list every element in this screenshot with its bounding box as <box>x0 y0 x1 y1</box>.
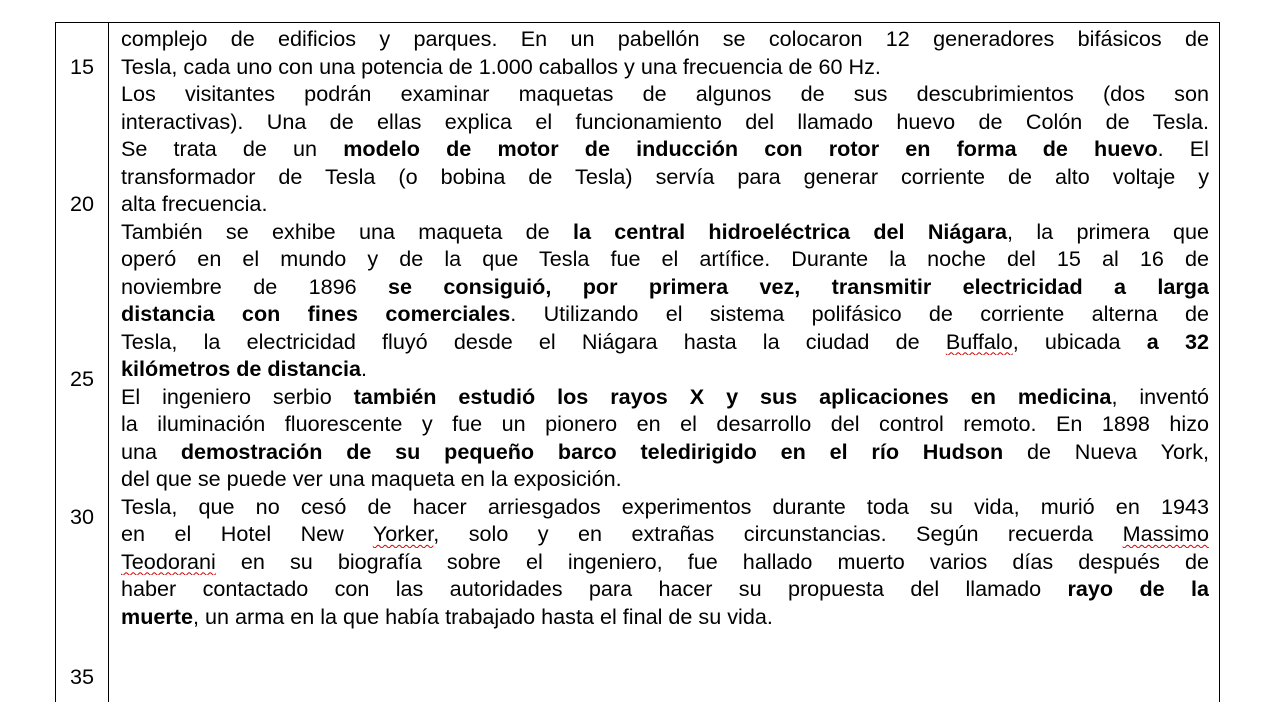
text-line <box>121 548 1209 576</box>
text-line <box>121 135 1209 163</box>
text-run: una <box>121 438 181 464</box>
text-line <box>121 80 1209 108</box>
text-run: Los visitantes podrán examinar maquetas de algunos de sus descubrimientos (dos son <box>121 81 1209 106</box>
text-line <box>121 493 1209 521</box>
text-run: , solo y en extrañas circunstancias. Según recuerda <box>433 521 1123 546</box>
text-line <box>121 465 1209 493</box>
bold-text: kilómetros de distancia <box>121 356 362 381</box>
text-run: en el Hotel New <box>121 521 373 546</box>
text-line <box>121 273 1209 301</box>
bold-text: rayo de la <box>1067 576 1209 601</box>
text-run: de Nueva York, <box>1003 438 1209 464</box>
text-line <box>121 520 1209 548</box>
line-number-25: 25 <box>69 366 95 391</box>
text-line <box>121 108 1209 136</box>
text-run: Tesla, que no cesó de hacer arriesgados experimentos durante toda su vida, murió en 1943 <box>121 493 1209 519</box>
text-line <box>121 53 1209 81</box>
text-line <box>121 603 1209 631</box>
spellcheck-flagged-word: Massimo <box>1122 521 1209 546</box>
text-run: También se exhibe una maqueta de <box>121 218 573 244</box>
text-line <box>121 245 1209 273</box>
text-run: alta frecuencia. <box>121 191 268 216</box>
bold-text: a 32 <box>1146 328 1209 354</box>
text-run: en su biografía sobre el ingeniero, fue hallado muerto varios días después de <box>215 548 1209 574</box>
spellcheck-flagged-word: Yorker <box>372 521 434 546</box>
bold-text: demostración de su pequeño barco teledirigido en el río Hudson <box>180 438 1004 464</box>
text-run: . <box>361 356 368 381</box>
text-run: operó en el mundo y de la que Tesla fue el artífice. Durante la noche del 15 al 16 de <box>121 246 1209 271</box>
text-line <box>121 163 1209 191</box>
bold-text: distancia con fines comerciales <box>121 301 511 326</box>
text-line <box>121 190 1209 218</box>
text-run: transformador de Tesla (o bobina de Tesla) servía para generar corriente de alto voltaje y <box>121 163 1209 189</box>
bold-text: muerte <box>121 603 194 629</box>
text-run: noviembre de 1896 <box>121 273 388 299</box>
text-run: la iluminación fluorescente y fue un pionero en el desarrollo del control remoto. En 1898 hizo <box>121 411 1209 436</box>
document-page <box>55 22 1220 702</box>
text-run: , ubicada <box>1012 328 1147 354</box>
bold-text: la central hidroeléctrica del Niágara <box>572 218 1008 244</box>
spellcheck-flagged-word: Teodorani <box>121 548 216 574</box>
text-run: complejo de edificios y parques. En un pabellón se colocaron 12 generadores bifásicos de <box>121 26 1209 51</box>
line-number-gutter <box>56 23 109 702</box>
text-run: , inventó <box>1111 383 1209 409</box>
text-line <box>121 438 1209 466</box>
text-line <box>121 575 1209 603</box>
document-text <box>109 23 1219 702</box>
text-run: , un arma en la que había trabajado hasta el final de su vida. <box>193 603 773 629</box>
text-run: haber contactado con las autoridades para hacer su propuesta del llamado <box>121 576 1068 601</box>
text-run: interactivas). Una de ellas explica el funcionamiento del llamado huevo de Colón de Tesla. <box>121 108 1209 134</box>
spellcheck-flagged-word: Buffalo <box>945 328 1013 354</box>
text-run: Tesla, la electricidad fluyó desde el Niágara hasta la ciudad de <box>121 328 946 354</box>
text-line <box>121 25 1209 53</box>
text-run: . Utilizando el sistema polifásico de corriente alterna de <box>510 301 1209 326</box>
text-line <box>121 383 1209 411</box>
text-line <box>121 355 1209 383</box>
text-run: , la primera que <box>1007 218 1209 244</box>
text-run: Tesla, cada uno con una potencia de 1.000 caballos y una frecuencia de 60 Hz. <box>121 53 881 79</box>
line-number-35: 35 <box>69 664 95 689</box>
text-run: . El <box>1157 136 1209 161</box>
line-number-20: 20 <box>69 191 95 216</box>
text-run: El ingeniero serbio <box>121 383 354 409</box>
text-run: Se trata de un <box>121 136 344 161</box>
bold-text: se consiguió, por primera vez, transmitir electricidad a larga <box>388 273 1209 299</box>
line-number-30: 30 <box>69 503 95 529</box>
text-line <box>121 218 1209 246</box>
text-line <box>121 328 1209 356</box>
bold-text: también estudió los rayos X y sus aplicaciones en medicina <box>353 383 1112 409</box>
text-run: del que se puede ver una maqueta en la exposición. <box>121 466 622 491</box>
text-line <box>121 410 1209 438</box>
line-number-15: 15 <box>69 53 95 79</box>
bold-text: modelo de motor de inducción con rotor en forma de huevo <box>343 136 1158 161</box>
text-line <box>121 300 1209 328</box>
